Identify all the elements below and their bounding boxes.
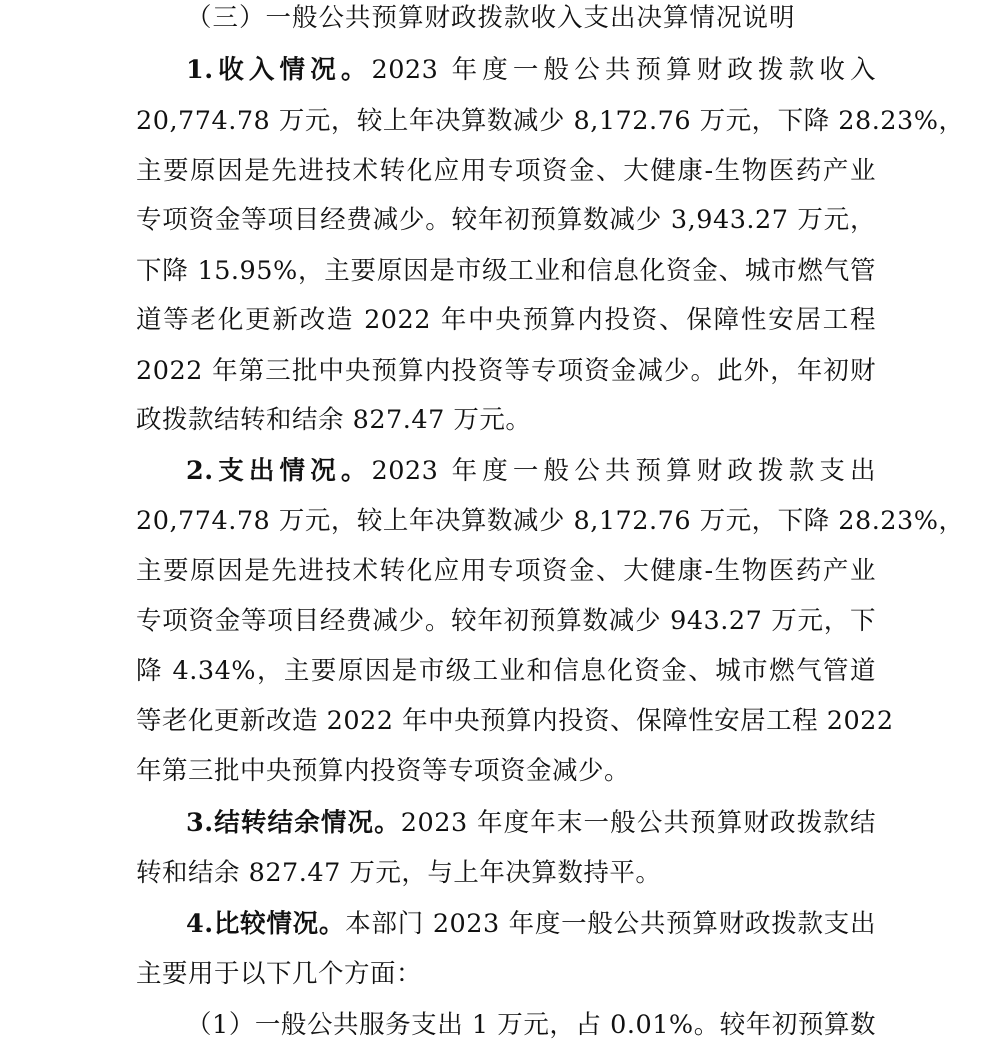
comparison-title: 4.比较情况。 <box>186 909 346 939</box>
income-line-7: 2022 年第三批中央预算内投资等专项资金减少。此外，年初财 <box>136 356 876 386</box>
income-line-5: 下降 15.95%，主要原因是市级工业和信息化资金、城市燃气管 <box>136 256 876 286</box>
section-heading: （三）一般公共预算财政拨款收入支出决算情况说明 <box>186 3 796 33</box>
expenditure-line-6: 等老化更新改造 2022 年中央预算内投资、保障性安居工程 2022 <box>136 706 894 736</box>
carryover-paragraph-line-1 <box>186 808 876 838</box>
income-line-8: 政拨款结转和结余 827.47 万元。 <box>136 405 532 435</box>
carryover-title: 3.结转结余情况。 <box>186 808 401 838</box>
income-title: 1.收入情况。 <box>186 55 372 85</box>
expenditure-line-4: 专项资金等项目经费减少。较年初预算数减少 943.27 万元，下 <box>136 606 876 636</box>
expenditure-title: 2.支出情况。 <box>186 456 372 486</box>
income-line-2: 20,774.78 万元，较上年决算数减少 8,172.76 万元，下降 28.23%， <box>136 106 965 136</box>
income-paragraph-line-1 <box>186 55 876 85</box>
expenditure-line-7: 年第三批中央预算内投资等专项资金减少。 <box>136 756 631 786</box>
carryover-line-2: 转和结余 827.47 万元，与上年决算数持平。 <box>136 858 662 888</box>
income-line-6: 道等老化更新改造 2022 年中央预算内投资、保障性安居工程 <box>136 305 876 335</box>
income-line-3: 主要原因是先进技术转化应用专项资金、大健康-生物医药产业 <box>136 156 876 186</box>
income-line-1-text: 2023 年度一般公共预算财政拨款收入 <box>371 55 876 85</box>
carryover-line-1-text: 2023 年度年末一般公共预算财政拨款结 <box>400 808 876 838</box>
comparison-line-2: 主要用于以下几个方面： <box>136 959 423 989</box>
comparison-paragraph-line-1 <box>186 909 876 939</box>
income-line-4: 专项资金等项目经费减少。较年初预算数减少 3,943.27 万元， <box>136 205 876 235</box>
comparison-line-1-text: 本部门 2023 年度一般公共预算财政拨款支出 <box>345 909 876 939</box>
expenditure-line-5: 降 4.34%，主要原因是市级工业和信息化资金、城市燃气管道 <box>136 656 876 686</box>
item-1-line-1: （1）一般公共服务支出 1 万元，占 0.01%。较年初预算数 <box>186 1010 876 1040</box>
expenditure-paragraph-line-1 <box>186 456 876 486</box>
expenditure-line-1-text: 2023 年度一般公共预算财政拨款支出 <box>371 456 876 486</box>
expenditure-line-3: 主要原因是先进技术转化应用专项资金、大健康-生物医药产业 <box>136 556 876 586</box>
expenditure-line-2: 20,774.78 万元，较上年决算数减少 8,172.76 万元，下降 28.23%， <box>136 506 965 536</box>
